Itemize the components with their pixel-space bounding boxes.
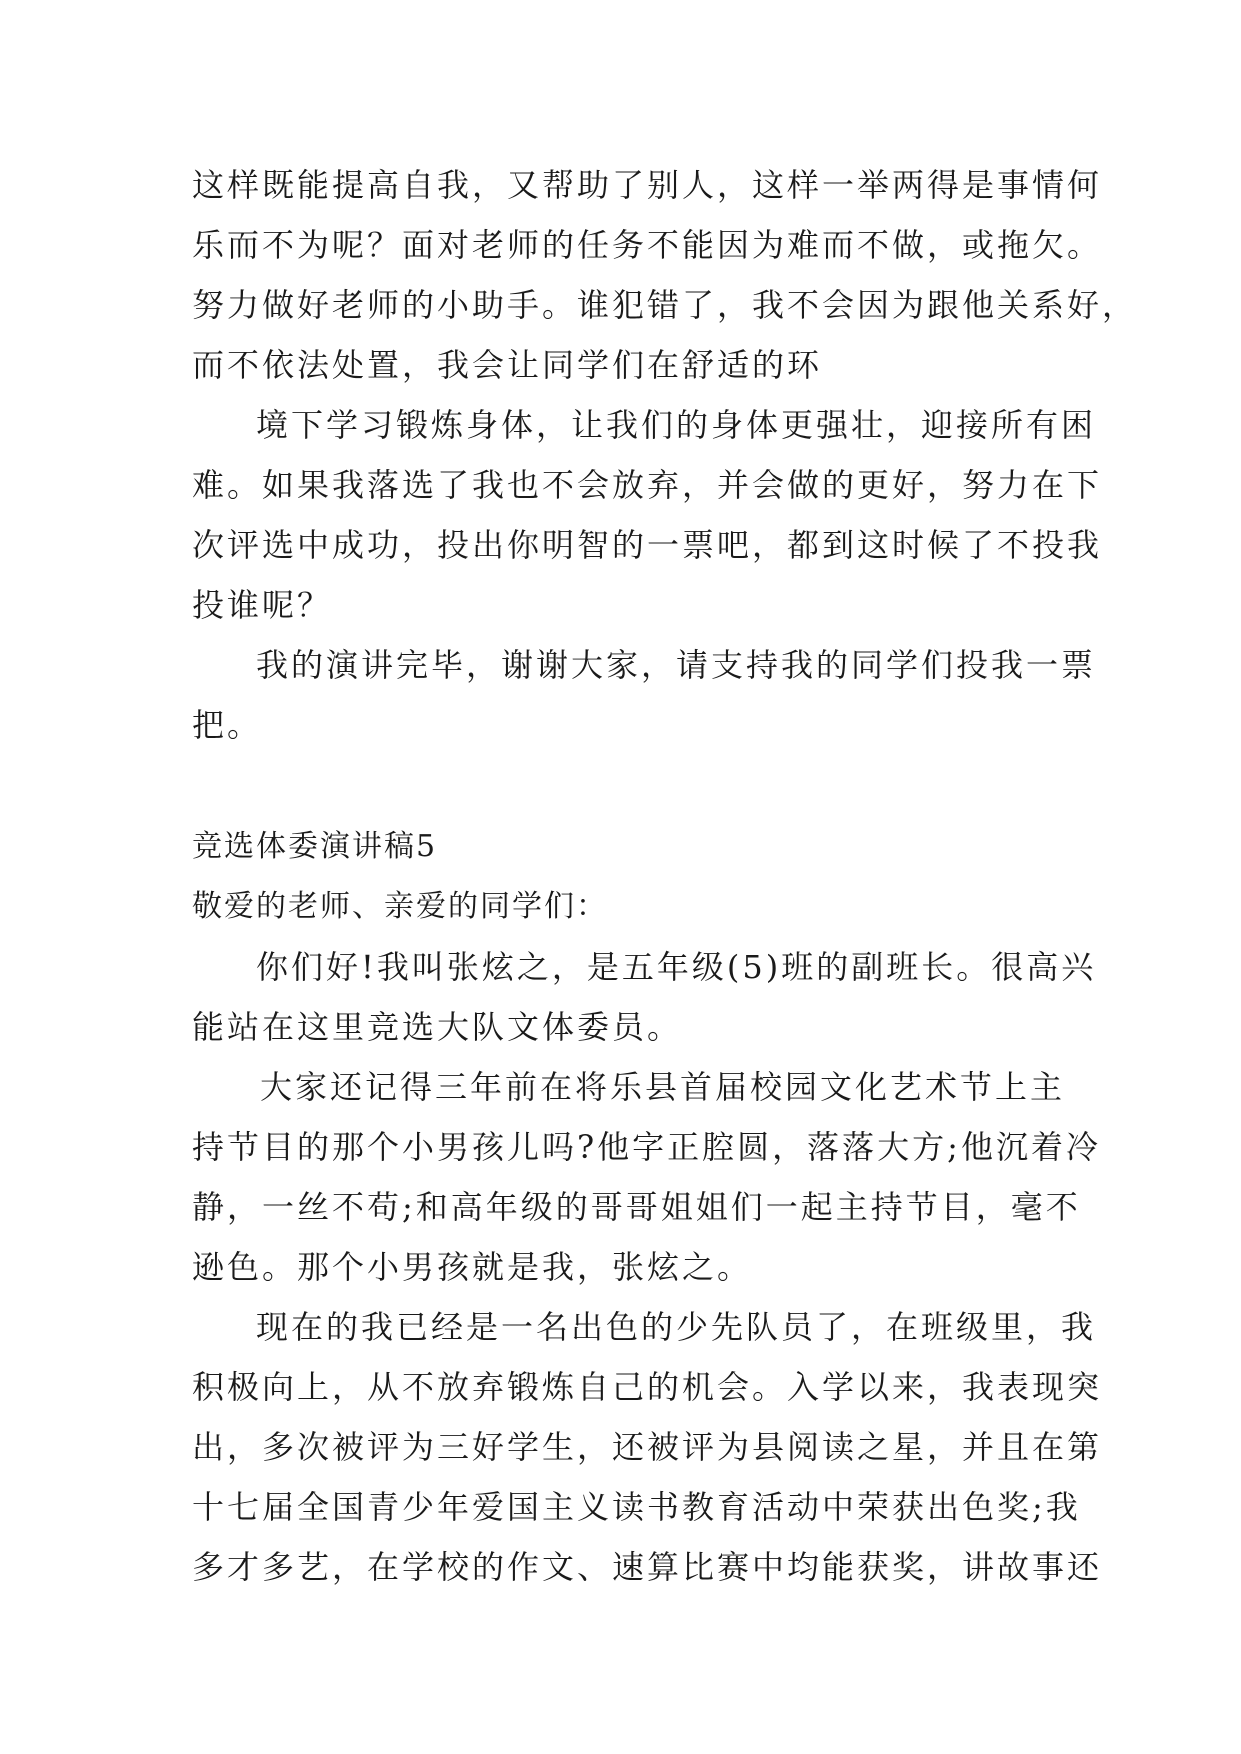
text-line: 能站在这里竞选大队文体委员。 [192, 1008, 683, 1046]
paragraph-memory [192, 1057, 1101, 1297]
text-line: 你们好!我叫张炫之，是五年级(5)班的副班长。很高兴 [256, 948, 1097, 986]
text-line: 努力做好老师的小助手。谁犯错了，我不会因为跟他关系好， [192, 286, 1138, 324]
text-line: 境下学习锻炼身体，让我们的身体更强壮，迎接所有困 [256, 406, 1097, 444]
section-gap [192, 755, 1062, 817]
text-line: 这样既能提高自我，又帮助了别人，这样一举两得是事情何 [192, 166, 1103, 204]
paragraph-closing [192, 635, 1097, 755]
paragraph-intro [192, 937, 1097, 1057]
text-line: 次评选中成功，投出你明智的一票吧，都到这时候了不投我 [192, 526, 1103, 564]
text-line: 多才多艺，在学校的作文、速算比赛中均能获奖，讲故事还 [192, 1548, 1103, 1586]
paragraph-environment [192, 395, 1103, 635]
text-line: 我的演讲完毕，谢谢大家，请支持我的同学们投我一票 [256, 646, 1097, 684]
text-line: 积极向上，从不放弃锻炼自己的机会。入学以来，我表现突 [192, 1368, 1103, 1406]
text-line: 静，一丝不苟;和高年级的哥哥姐姐们一起主持节目，毫不 [192, 1188, 1081, 1226]
salutation: 敬爱的老师、亲爱的同学们： [192, 889, 608, 924]
paragraph-now [192, 1297, 1103, 1597]
text-line: 现在的我已经是一名出色的少先队员了，在班级里，我 [256, 1308, 1097, 1346]
section-title: 竞选体委演讲稿5 [192, 829, 438, 864]
text-line: 投谁呢？ [192, 586, 333, 624]
text-line: 乐而不为呢？面对老师的任务不能因为难而不做，或拖欠。 [192, 226, 1103, 264]
paragraph-continued [192, 155, 1138, 395]
text-line: 而不依法处置，我会让同学们在舒适的环 [192, 346, 823, 384]
text-line: 持节目的那个小男孩儿吗?他字正腔圆，落落大方;他沉着冷 [192, 1128, 1101, 1166]
document-body [192, 155, 1138, 1597]
text-line: 难。如果我落选了我也不会放弃，并会做的更好，努力在下 [192, 466, 1103, 504]
text-line: 把。 [192, 706, 263, 744]
text-line: 大家还记得三年前在将乐县首届校园文化艺术节上主 [260, 1068, 1066, 1106]
text-line: 逊色。那个小男孩就是我，张炫之。 [192, 1248, 753, 1286]
text-line: 出，多次被评为三好学生，还被评为县阅读之星，并且在第 [192, 1428, 1103, 1466]
text-line: 十七届全国青少年爱国主义读书教育活动中荣获出色奖;我 [192, 1488, 1081, 1526]
